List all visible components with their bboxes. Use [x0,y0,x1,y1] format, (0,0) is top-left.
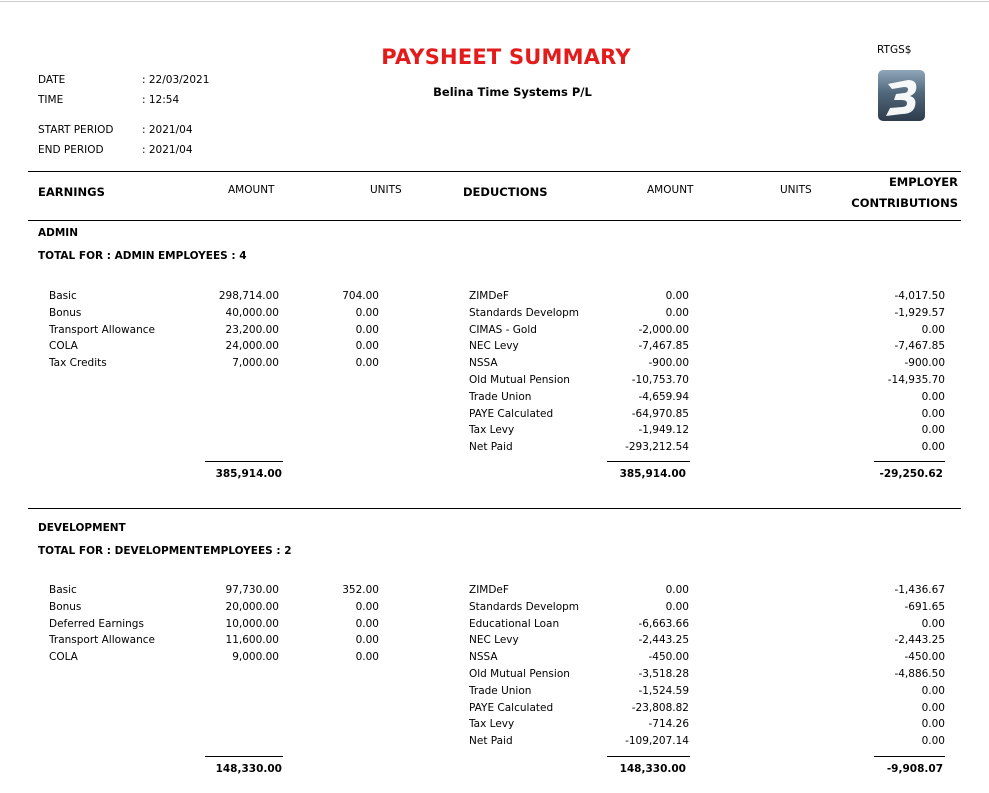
section-total-label: TOTAL FOR : ADMIN [38,250,155,262]
earnings-units [320,582,379,666]
col-earnings: EARNINGS [38,185,105,199]
employer-amount: 0.00 [921,390,945,403]
earning-units: 0.00 [355,357,379,370]
deduction-name: Net Paid [469,441,513,454]
deduction-name: Tax Levy [469,718,515,731]
deduction-amount: -1,524.59 [638,684,689,697]
earnings-units [320,288,379,372]
deduction-amount: 0.00 [665,306,689,319]
deduction-name: ZIMDeF [469,290,509,302]
deduction-name: Standards Developm [469,306,580,319]
earning-amount: 23,200.00 [225,323,279,336]
header-bottom-rule [28,220,961,221]
employer-amount: 0.00 [921,424,945,437]
earnings-amounts [190,288,279,372]
col-deductions: DEDUCTIONS [463,185,548,199]
total-deductions: 148,330.00 [619,763,686,775]
date-value: : 22/03/2021 [142,74,210,86]
employer-amount: -450.00 [904,651,945,664]
total-employer: -29,250.62 [879,468,943,480]
deduction-amount: -23,808.82 [631,701,689,714]
earning-name: Tax Credits [49,357,107,370]
total-rule-employer [874,756,945,757]
deduction-amount: -6,663.66 [638,617,689,630]
section-divider [28,508,961,509]
total-rule-deductions [607,756,690,757]
deduction-name: NEC Levy [469,340,519,353]
company-name: Belina Time Systems P/L [433,85,592,99]
employer-contributions [850,582,945,750]
deduction-name: Standards Developm [469,600,580,613]
earning-amount: 11,600.00 [225,634,279,647]
deduction-name: PAYE Calculated [469,407,554,420]
employer-amount: 0.00 [921,617,945,630]
employer-amount: -1,929.57 [894,306,945,319]
deduction-amount: -7,467.85 [638,340,689,353]
earning-name: Transport Allowance [49,634,155,647]
date-label: DATE [38,74,66,86]
deduction-amount: -293,212.54 [625,441,689,454]
total-rule-deductions [607,461,690,462]
section-name: ADMIN [38,227,78,239]
earning-units: 704.00 [342,290,379,302]
deduction-amounts [590,288,689,456]
employer-amount: 0.00 [921,323,945,336]
earning-amount: 10,000.00 [225,617,279,630]
earnings-amounts [190,582,279,666]
deduction-amount: -10,753.70 [631,373,689,386]
logo-b-icon [878,70,925,121]
earning-amount: 40,000.00 [225,306,279,319]
deduction-amount: 0.00 [665,600,689,613]
earnings-names [49,582,155,666]
earning-amount: 7,000.00 [232,357,279,370]
company-logo [878,70,925,121]
deduction-name: Trade Union [469,684,532,697]
deduction-name: ZIMDeF [469,584,509,596]
section-name: DEVELOPMENT [38,522,126,534]
deduction-name: Old Mutual Pension [469,373,570,386]
col-units-earnings: UNITS [370,184,402,196]
page-top-border [0,1,989,2]
deduction-amount: -2,000.00 [638,323,689,336]
deduction-amount: -64,970.85 [631,407,689,420]
time-label: TIME [38,94,64,106]
col-amount-deductions: AMOUNT [647,184,694,196]
earning-name: Deferred Earnings [49,617,144,630]
deduction-amount: -450.00 [648,651,689,664]
col-amount-earnings: AMOUNT [228,184,275,196]
earning-amount: 9,000.00 [232,651,279,664]
employer-amount: -2,443.25 [894,634,945,647]
time-value: : 12:54 [142,94,180,106]
earning-units: 0.00 [355,617,379,630]
deduction-name: Trade Union [469,390,532,403]
deduction-name: NSSA [469,651,498,664]
deduction-amount: -900.00 [648,357,689,370]
employer-amount: 0.00 [921,684,945,697]
deduction-amount: -1,949.12 [638,424,689,437]
col-employer-line1: EMPLOYER [888,175,958,189]
employer-amount: 0.00 [921,718,945,731]
employer-amount: -4,017.50 [894,290,945,302]
earning-name: Bonus [49,306,82,319]
earning-name: Transport Allowance [49,323,155,336]
total-rule-earnings [205,461,283,462]
employer-amount: 0.00 [921,441,945,454]
start-period-label: START PERIOD [38,124,114,136]
earnings-names [49,288,155,372]
earning-amount: 24,000.00 [225,340,279,353]
total-rule-earnings [205,756,283,757]
earning-name: COLA [49,651,78,664]
end-period-value: : 2021/04 [142,144,193,156]
earning-units: 0.00 [355,634,379,647]
earning-name: COLA [49,340,78,353]
total-earnings: 385,914.00 [215,468,282,480]
employer-amount: 0.00 [921,701,945,714]
section-total-label: TOTAL FOR : DEVELOPMENT [38,545,203,557]
total-earnings: 148,330.00 [215,763,282,775]
earning-units: 352.00 [342,584,379,596]
deduction-name: Educational Loan [469,617,560,630]
total-rule-employer [874,461,945,462]
employer-contributions [850,288,945,456]
deduction-amount: -4,659.94 [638,390,689,403]
deduction-name: CIMAS - Gold [469,323,537,336]
employer-amount: 0.00 [921,407,945,420]
section-employees-count: EMPLOYEES : 2 [203,545,292,557]
employer-amount: -691.65 [904,600,945,613]
col-units-deductions: UNITS [780,184,812,196]
deduction-name: Tax Levy [469,424,515,437]
earning-name: Basic [49,584,77,596]
employer-amount: -14,935.70 [887,373,945,386]
deduction-name: NEC Levy [469,634,519,647]
earning-units: 0.00 [355,323,379,336]
earning-units: 0.00 [355,340,379,353]
start-period-value: : 2021/04 [142,124,193,136]
earning-name: Basic [49,290,77,302]
deduction-amounts [590,582,689,750]
employer-amount: 0.00 [921,735,945,748]
deduction-names [469,288,579,456]
employer-amount: -7,467.85 [894,340,945,353]
deduction-name: Net Paid [469,735,513,748]
earning-units: 0.00 [355,306,379,319]
page-title: PAYSHEET SUMMARY [381,45,631,69]
deduction-amount: -109,207.14 [625,735,689,748]
earning-amount: 20,000.00 [225,600,279,613]
employer-amount: -4,886.50 [894,667,945,680]
section-employees-count: EMPLOYEES : 4 [158,250,247,262]
deduction-amount: -3,518.28 [638,667,689,680]
deduction-amount: -2,443.25 [638,634,689,647]
deduction-amount: 0.00 [665,584,689,596]
deduction-names [469,582,579,750]
deduction-name: NSSA [469,357,498,370]
currency-label: RTGS$ [877,44,912,56]
earning-units: 0.00 [355,651,379,664]
deduction-name: Old Mutual Pension [469,667,570,680]
employer-amount: -900.00 [904,357,945,370]
earning-amount: 298,714.00 [218,290,279,302]
deduction-name: PAYE Calculated [469,701,554,714]
earning-units: 0.00 [355,600,379,613]
earning-name: Bonus [49,600,82,613]
earning-amount: 97,730.00 [225,584,279,596]
total-employer: -9,908.07 [886,763,943,775]
employer-amount: -1,436.67 [894,584,945,596]
col-employer-line2: CONTRIBUTIONS [851,196,958,210]
end-period-label: END PERIOD [38,144,104,156]
total-deductions: 385,914.00 [619,468,686,480]
deduction-amount: 0.00 [665,290,689,302]
deduction-amount: -714.26 [648,718,689,731]
header-top-rule [28,171,961,172]
